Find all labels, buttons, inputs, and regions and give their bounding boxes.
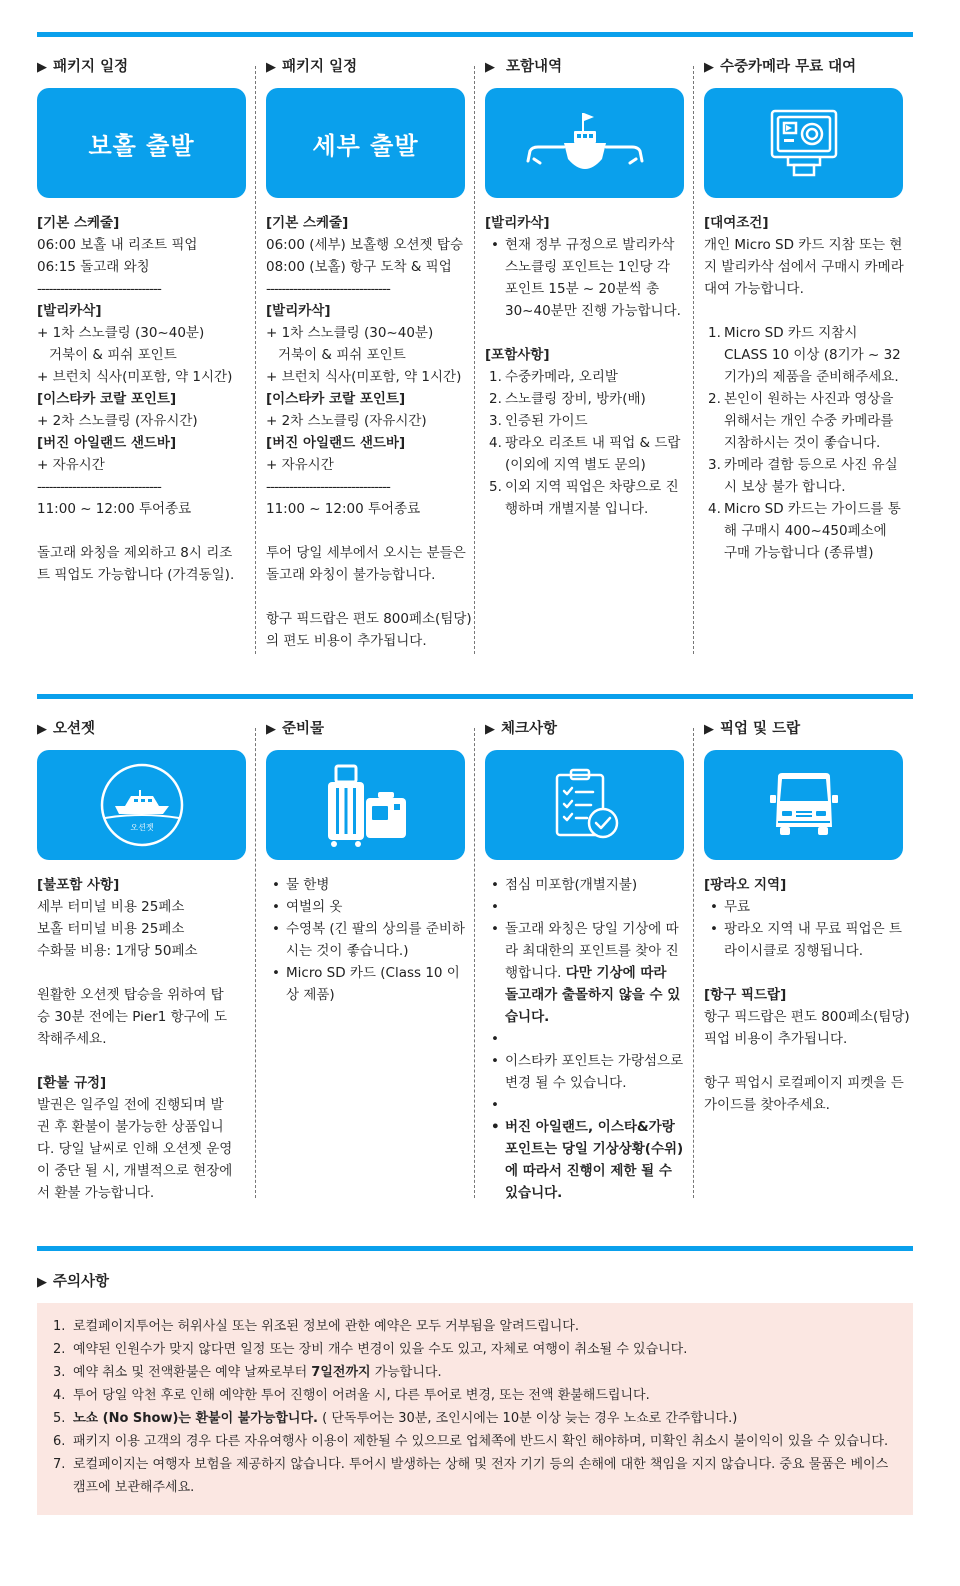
text-line: + 브런치 식사(미포함, 약 1시간) bbox=[266, 369, 462, 385]
text-line: 보홀 터미널 비용 25페소 bbox=[37, 921, 185, 937]
oceanjet-text bbox=[37, 874, 246, 1204]
oceanjet-icon-label: 오션젯 bbox=[129, 823, 154, 832]
text-line: 투어 당일 세부에서 오시는 분들은 bbox=[266, 545, 466, 561]
balicasag-list bbox=[485, 234, 684, 322]
tile-text: 보홀 출발 bbox=[88, 131, 195, 160]
oceanjet-icon bbox=[97, 760, 187, 850]
triangle-icon: ▶ bbox=[704, 60, 714, 75]
port-pickup-text bbox=[704, 984, 910, 1116]
text-line: + 1차 스노클링 (30~40분) bbox=[266, 325, 434, 341]
text-line: [버진 아일랜드 샌드바] bbox=[37, 435, 177, 451]
includes-list bbox=[485, 366, 684, 520]
notice-list bbox=[53, 1315, 897, 1499]
separator-line: -------------------------------- bbox=[266, 479, 390, 495]
text-line: 08:00 (보홀) 항구 도착 & 픽업 bbox=[266, 259, 452, 275]
text-line: [환불 규정] bbox=[37, 1075, 107, 1091]
boat-icon bbox=[520, 103, 650, 183]
text-line: + 2차 스노클링 (자유시간) bbox=[37, 413, 198, 429]
triangle-icon: ▶ bbox=[266, 60, 276, 75]
triangle-icon: ▶ bbox=[704, 722, 714, 737]
list-item: 2. 본인이 원하는 사진과 영상을 위해서는 개인 수중 카메라를 지참하시는 것이 좋습니다. bbox=[708, 391, 894, 451]
text-line: [불포함 사항] bbox=[37, 877, 120, 893]
text-line: + 브런치 식사(미포함, 약 1시간) bbox=[37, 369, 233, 385]
notice-item: 1. 로컬페이지투어는 허위사실 또는 위조된 정보에 관한 예약은 모두 거부됨을 알려드립니다. bbox=[53, 1319, 579, 1334]
list-item: 4. Micro SD 카드는 가이드를 통해 구매시 400~450페소에 구매 가능합니다 (종류별) bbox=[708, 501, 901, 561]
notice-heading: ▶ 주의사항 bbox=[37, 1274, 110, 1290]
text-line: [이스타카 코랄 포인트] bbox=[37, 391, 177, 407]
text-line: 수화물 비용: 1개당 50페소 bbox=[37, 943, 198, 959]
text-line: [발리카삭] bbox=[266, 303, 331, 319]
triangle-icon: ▶ bbox=[485, 60, 495, 75]
text-line: 돌고래 와칭이 불가능합니다. bbox=[266, 567, 436, 583]
notice-item: 3. 예약 취소 및 전액환불은 예약 날짜로부터 7일전까지 가능합니다. bbox=[53, 1365, 442, 1380]
text-line: + 1차 스노클링 (30~40분) bbox=[37, 325, 205, 341]
triangle-icon: ▶ bbox=[37, 60, 47, 75]
text-line: 항구 픽드랍은 편도 800페소(팀당) bbox=[704, 1009, 910, 1025]
column-heading: ▶ 픽업 및 드랍 bbox=[704, 721, 801, 737]
text-line: 이 중단 될 시, 개별적으로 현장에 bbox=[37, 1163, 233, 1179]
text-line: 서 환불 가능합니다. bbox=[37, 1185, 155, 1201]
text-line: 트 픽업도 가능합니다 (가격동일). bbox=[37, 567, 235, 583]
tile-text: 세부 출발 bbox=[312, 131, 419, 160]
list-item: 3. 인증된 가이드 bbox=[489, 413, 588, 429]
text-line: 의 편도 비용이 추가됩니다. bbox=[266, 633, 427, 649]
notice-item: 4. 투어 당일 악천 후로 인해 예약한 투어 진행이 어려울 시, 다른 투어로 변경, 또는 전액 환불해드립니다. bbox=[53, 1388, 650, 1403]
text-line: 11:00 ~ 12:00 투어종료 bbox=[266, 501, 421, 517]
column-heading: ▶ 준비물 bbox=[266, 721, 325, 737]
text-line: [기본 스케줄] bbox=[37, 215, 120, 231]
list-item: • 이스타카 포인트는 가랑섬으로 변경 될 수 있습니다. bbox=[485, 1050, 684, 1094]
panglao-title: [팡라오 지역] bbox=[704, 877, 787, 893]
text-line: 가이드를 찾아주세요. bbox=[704, 1097, 830, 1113]
text-line: [항구 픽드랍] bbox=[704, 987, 787, 1003]
list-item: • 수영복 (긴 팔의 상의를 준비하시는 것이 좋습니다.) bbox=[266, 918, 465, 962]
text-line: 항구 픽드랍은 편도 800페소(팀당) bbox=[266, 611, 472, 627]
notice-divider bbox=[37, 1246, 913, 1251]
list-item: • 돌고래 와칭은 당일 기상에 따라 최대한의 포인트를 찾아 진행합니다. 다만 기상에 따라 돌고래가 출몰하지 않을 수 있습니다. bbox=[485, 918, 684, 1028]
bottom-section bbox=[37, 718, 913, 1201]
balicasag-title: [발리카삭] bbox=[485, 215, 550, 231]
rental-condition-text: 개인 Micro SD 카드 지참 또는 현지 발리카삭 섬에서 구매시 카메라 대여 가능합니다. bbox=[704, 237, 904, 297]
notice-item: 5. 노쇼 (No Show)는 환불이 불가능합니다. ( 단독투어는 30분, 조인시에는 10분 이상 늦는 경우 노쇼로 간주합니다.) bbox=[53, 1411, 738, 1426]
text-line: 권 후 환불이 불가능한 상품입니 bbox=[37, 1119, 224, 1135]
top-section bbox=[37, 56, 913, 654]
text-line: 원활한 오션젯 탑승을 위하여 탑 bbox=[37, 987, 224, 1003]
camera-icon bbox=[764, 103, 844, 183]
notice-item: 6. 패키지 이용 고객의 경우 다른 자유여행사 이용이 제한될 수 있으므로 업체쪽에 반드시 확인 해야하며, 미확인 취소시 불이익이 있을 수 있습니다. bbox=[53, 1434, 889, 1449]
bottom-section-divider bbox=[37, 694, 913, 699]
text-line: [이스타카 코랄 포인트] bbox=[266, 391, 406, 407]
text-line: 픽업 비용이 추가됩니다. bbox=[704, 1031, 848, 1047]
boat-tile bbox=[485, 88, 684, 198]
text-line: + 2차 스노클링 (자유시간) bbox=[266, 413, 427, 429]
column-heading: ▶ 포함내역 bbox=[485, 59, 563, 75]
triangle-icon: ▶ bbox=[266, 722, 276, 737]
list-item: 1. Micro SD 카드 지참시 CLASS 10 이상 (8기가 ~ 32기가)의 제품을 준비해주세요. bbox=[708, 325, 901, 385]
separator-line: -------------------------------- bbox=[37, 479, 161, 495]
list-item: 4. 팡라오 리조트 내 픽업 & 드랍 (이외에 지역 별도 문의) bbox=[489, 435, 681, 473]
text-line: 항구 픽업시 로컬페이지 피켓을 든 bbox=[704, 1075, 904, 1091]
top-section-divider bbox=[37, 32, 913, 37]
schedule-text bbox=[37, 212, 246, 586]
package-bohol-column bbox=[37, 56, 256, 654]
list-item: 2. 스노클링 장비, 방카(배) bbox=[489, 391, 646, 407]
column-heading: ▶ 오션젯 bbox=[37, 721, 96, 737]
text-line: 06:15 돌고래 와칭 bbox=[37, 259, 150, 275]
text-line: 돌고래 와칭을 제외하고 8시 리조 bbox=[37, 545, 233, 561]
panglao-list bbox=[704, 896, 903, 962]
cebu-departure-tile bbox=[266, 88, 465, 198]
text-line: [버진 아일랜드 샌드바] bbox=[266, 435, 406, 451]
list-item: 1. 수중카메라, 오리발 bbox=[489, 369, 618, 385]
oceanjet-column bbox=[37, 718, 256, 1201]
list-item: • 팡라오 지역 내 무료 픽업은 트라이시클로 징행됩니다. bbox=[704, 918, 903, 962]
text-line: 06:00 보홀 내 리조트 픽업 bbox=[37, 237, 198, 253]
luggage-tile bbox=[266, 750, 465, 860]
notice-item: 7. 로컬페이지는 여행자 보험을 제공하지 않습니다. 투어시 발생하는 상해 및 전자 기기 등의 손해에 대한 책임을 지지 않습니다. 중요 물품은 베이스캠프에 보관해주세요. bbox=[53, 1457, 889, 1495]
text-line: [기본 스케줄] bbox=[266, 215, 349, 231]
column-heading: ▶ 패키지 일정 bbox=[37, 59, 129, 75]
text-line: 거북이 & 피쉬 포인트 bbox=[49, 347, 177, 363]
list-item: • 버진 아일랜드, 이스타&가랑포인트는 당일 기상상황(수위)에 따라서 진행이 제한 될 수 있습니다. bbox=[485, 1116, 684, 1204]
camera-rental-column bbox=[694, 56, 913, 654]
list-item: • 여벌의 옷 bbox=[266, 896, 465, 918]
includes-title: [포함사항] bbox=[485, 347, 550, 363]
list-item: 3. 카메라 결함 등으로 사진 유실 시 보상 불가 합니다. bbox=[708, 457, 898, 495]
text-line: 다. 당일 날씨로 인해 오션젯 운영 bbox=[37, 1141, 233, 1157]
rental-notes-list bbox=[704, 322, 903, 564]
text-line: + 자유시간 bbox=[37, 457, 105, 473]
package-cebu-column bbox=[256, 56, 475, 654]
checklist-list bbox=[485, 874, 684, 1204]
column-heading: ▶ 수중카메라 무료 대여 bbox=[704, 59, 857, 75]
schedule-text bbox=[266, 212, 472, 652]
triangle-icon: ▶ bbox=[37, 1275, 47, 1290]
van-tile bbox=[704, 750, 903, 860]
separator-line: -------------------------------- bbox=[266, 281, 390, 297]
list-item: • 물 한병 bbox=[266, 874, 465, 896]
camera-tile bbox=[704, 88, 903, 198]
van-icon bbox=[764, 765, 844, 845]
column-heading: ▶ 체크사항 bbox=[485, 721, 558, 737]
inclusions-column bbox=[475, 56, 694, 654]
list-item: 5. 이외 지역 픽업은 차량으로 진행하며 개별지불 입니다. bbox=[489, 479, 679, 517]
preparation-list bbox=[266, 874, 465, 1006]
list-item: • 점심 미포함(개별지불) bbox=[485, 874, 684, 896]
column-heading: ▶ 패키지 일정 bbox=[266, 59, 358, 75]
text-line: 세부 터미널 비용 25페소 bbox=[37, 899, 185, 915]
notice-item: 2. 예약된 인원수가 맞지 않다면 일정 또는 장비 개수 변경이 있을 수도 있고, 자체로 여행이 취소될 수 있습니다. bbox=[53, 1342, 688, 1357]
text-line: 발권은 일주일 전에 진행되며 발 bbox=[37, 1097, 224, 1113]
text-line: 06:00 (세부) 보홀행 오션젯 탑승 bbox=[266, 237, 464, 253]
text-line: [발리카삭] bbox=[37, 303, 102, 319]
text-line: 승 30분 전에는 Pier1 항구에 도 bbox=[37, 1009, 228, 1025]
list-item: • 무료 bbox=[704, 896, 903, 918]
text-line: 11:00 ~ 12:00 투어종료 bbox=[37, 501, 192, 517]
checklist-icon bbox=[545, 765, 625, 845]
text-line: + 자유시간 bbox=[266, 457, 334, 473]
triangle-icon: ▶ bbox=[485, 722, 495, 737]
rental-condition-title: [대여조건] bbox=[704, 215, 769, 231]
list-item: • 현재 정부 규정으로 발리카삭 스노클링 포인트는 1인당 각 포인트 15분 ~ 20분씩 총 30~40분만 진행 가능합니다. bbox=[485, 234, 684, 322]
notice-box bbox=[37, 1303, 913, 1515]
text-line: 거북이 & 피쉬 포인트 bbox=[278, 347, 406, 363]
bohol-departure-tile bbox=[37, 88, 246, 198]
preparation-column bbox=[256, 718, 475, 1198]
separator-line: -------------------------------- bbox=[37, 281, 161, 297]
triangle-icon: ▶ bbox=[37, 722, 47, 737]
checklist-column bbox=[475, 718, 694, 1201]
oceanjet-tile bbox=[37, 750, 246, 860]
luggage-icon bbox=[316, 760, 416, 850]
list-item: • Micro SD 카드 (Class 10 이상 제품) bbox=[266, 962, 465, 1006]
text-line: 착해주세요. bbox=[37, 1031, 107, 1047]
checklist-tile bbox=[485, 750, 684, 860]
pickup-column bbox=[694, 718, 913, 1198]
